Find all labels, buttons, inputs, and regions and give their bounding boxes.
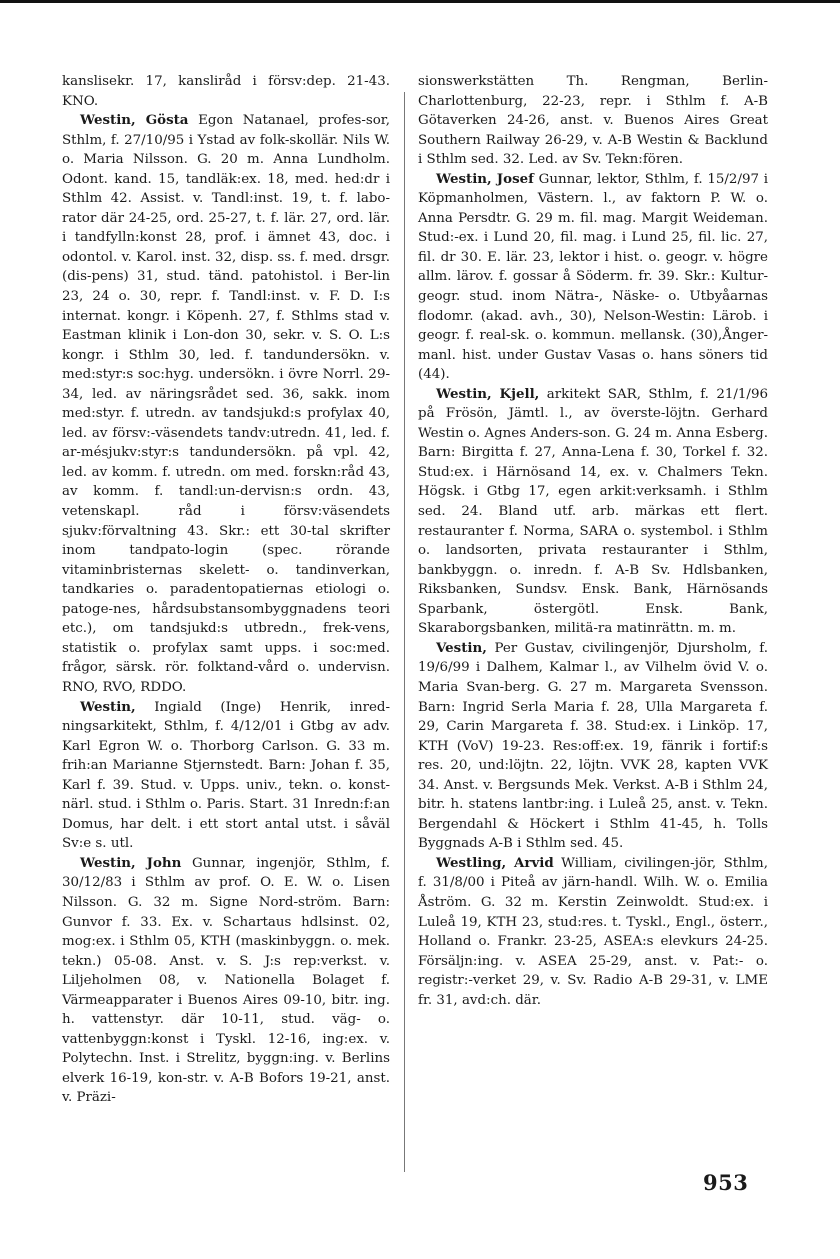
- top-edge-rule: [0, 0, 840, 3]
- entry-text: sionswerkstätten Th. Rengman, Berlin-Charlottenburg, 22-23, repr. i Sthlm f. A-B Götaverken 24-26, anst. v. Buenos Aires Great Southern Railway 26-29, v. A-B Westin & Backlund i Sthlm sed. 32. Led. av Sv. Tekn:fören.: [418, 74, 768, 168]
- entry-text: Egon Natanael, profes-sor, Sthlm, f. 27/10/95 i Ystad av folk-skollär. Nils W. o. Maria Nilsson. G. 20 m. Anna Lundholm. Odont. kand. 15, tandläk:ex. 18, med. hed:dr i Sthlm 42. Assist. v. Tandl:inst. 19, t. f. labo-rator där 24-25, ord. 25-27, t. f. lär. 27, ord. lär. i tandfylln:konst 28, prof. i ämnet 43, doc. i odontol. v. Karol. inst. 32, disp. ss. f. med. drsgr. (dis-pens) 31, stud. tänd. patohistol. i Ber-lin 23, 24 o. 30, repr. f. Tandl:inst. v. F. D. I:s internat. kongr. i Köpenh. 27, f. Sthlms stad v. Eastman klinik i Lon-don 30, sekr. v. S. O. L:s kongr. i Sthlm 30, led. f. tandundersökn. v. med:styr:s soc:hyg. undersökn. i övre Norrl. 29-34, led. av näringsrådet sed. 36, sakk. inom med:styr. f. utredn. av tandsjukd:s profylax 40, led. av försv:-väsendets tandv:utredn. 41, led. f. ar-mésjukv:styr:s tandundersökn. på vpl. 42, led. av komm. f. utredn. om med. forskn:råd 43, av komm. f. tandl:un-dervisn:s ordn. 43, vetenskapl. råd i försv:väsendets sjukv:förvaltning 43. Skr.: ett 30-tal skrifter inom tandpato-login (spec. rörande vitaminbristernas skelett- o. tandinverkan, tandkaries o. paradentopatiernas etiologi o. patoge-nes, hårdsubstansombyggnadens teori etc.), om tandsjukd:s utbredn., frek-vens, statistik o. profylax samt upps. i soc:med. frågor, särsk. rör. folktand-vård o. undervisn. RNO, RVO, RDDO.: [62, 113, 390, 695]
- entry-vestin-per: [418, 639, 768, 854]
- entry-westin-ingiald: [62, 698, 390, 854]
- entry-text: Ingiald (Inge) Henrik, inred-ningsarkitekt, Sthlm, f. 4/12/01 i Gtbg av adv. Karl Egron W. o. Thorborg Carlson. G. 33 m. frih:an Marianne Stjernstedt. Barn: Johan f. 35, Karl f. 39. Stud. v. Upps. univ., tekn. o. konst-närl. stud. i Sthlm o. Paris. Start. 31 Inredn:f:an Domus, har delt. i ett stort antal utst. i såväl Sv:e s. utl.: [62, 699, 390, 852]
- entry-name: Westin,: [80, 698, 136, 715]
- entry-text: William, civilingen-jör, Sthlm, f. 31/8/00 i Piteå av järn-handl. Wilh. W. o. Emilia Åström. G. 32 m. Kerstin Zeinwoldt. Stud:ex. i Luleå 19, KTH 23, stud:res. t. Tyskl., Engl., österr., Holland o. Frankr. 23-25, ASEA:s elevkurs 24-25. Försäljn:ing. v. ASEA 25-29, anst. v. Pat:- o. registr:-verket 29, v. Sv. Radio A-B 29-31, v. LME fr. 31, avd:ch. där.: [418, 855, 768, 1008]
- entry-continuation-left: [62, 72, 390, 111]
- entry-continuation-right: [418, 72, 768, 170]
- entry-text: Gunnar, ingenjör, Sthlm, f. 30/12/83 i Sthlm av prof. O. E. W. o. Lisen Nilsson. G. 32 m. Signe Nord-ström. Barn: Gunvor f. 33. Ex. v. Schartaus hdlsinst. 02, mog:ex. i Sthlm 05, KTH (maskinbyggn. o. mek. tekn.) 05-08. Anst. v. S. J:s rep:verkst. v. Liljeholmen 08, v. Nationella Bolaget f. Värmeapparater i Buenos Aires 09-10, bitr. ing. h. vattenstyr. där 10-11, stud. väg- o. vattenbyggn:konst i Tyskl. 12-16, ing:ex. v. Polytechn. Inst. i Strelitz, byggn:ing. v. Berlins elverk 16-19, kon-str. v. A-B Bofors 19-21, anst. v. Präzi-: [62, 855, 390, 1106]
- entry-name: Westin, Josef: [436, 170, 534, 187]
- entry-text: arkitekt SAR, Sthlm, f. 21/1/96 på Frösön, Jämtl. l., av överste-löjtn. Gerhard Westin o. Agnes Anders-son. G. 24 m. Anna Esberg. Barn: Birgitta f. 27, Anna-Lena f. 30, Torkel f. 32. Stud:ex. i Härnösand 14, ex. v. Chalmers Tekn. Högsk. i Gtbg 17, egen arkit:verksamh. i Sthlm sed. 24. Bland utf. arb. märkas ett flert. restauranter f. Norma, SARA o. systembol. i Sthlm o. landsorten, privata restauranter i Sthlm, bankbyggn. o. inredn. f. A-B Sv. Hdlsbanken, Riksbanken, Sundsv. Ensk. Bank, Härnösands Sparbank, östergötl. Ensk. Bank, Skaraborgsbanken, militä-ra matinrättn. m. m.: [418, 386, 768, 637]
- entry-name: Westin, Gösta: [80, 112, 189, 129]
- entry-westling-arvid: [418, 854, 768, 1010]
- entry-westin-kjell: [418, 385, 768, 639]
- entry-westin-john: [62, 854, 390, 1108]
- entry-westin-josef: [418, 170, 768, 385]
- entry-text: kanslisekr. 17, kansliråd i försv:dep. 21-43. KNO.: [62, 74, 390, 109]
- column-divider: [404, 92, 405, 1172]
- entry-text: Gunnar, lektor, Sthlm, f. 15/2/97 i Köpmanholmen, Västern. l., av faktorn P. W. o. Anna Persdtr. G. 29 m. fil. mag. Margit Weideman. Stud:-ex. i Lund 20, fil. mag. i Lund 25, fil. lic. 27, fil. dr 30. E. lär. 23, lektor i hist. o. geogr. v. högre allm. lärov. f. gossar å Söderm. fr. 39. Skr.: Kultur-geogr. stud. inom Nätra-, Näske- o. Utbyåarnas flodomr. (akad. avh., 30), Nelson-Westin: Lärob. i geogr. f. real-sk. o. kommun. mellansk. (30),Ånger-manl. hist. under Gustav Vasas o. hans söners tid (44).: [418, 171, 769, 383]
- entry-name: Westin, Kjell,: [436, 385, 540, 402]
- left-column: [62, 72, 390, 1108]
- page-number: 953: [703, 1170, 749, 1195]
- right-column: [418, 72, 768, 1010]
- entry-text: Per Gustav, civilingenjör, Djursholm, f. 19/6/99 i Dalhem, Kalmar l., av Vilhelm övid V. o. Maria Svan-berg. G. 27 m. Margareta Svensson. Barn: Ingrid Serla Maria f. 28, Ulla Margareta f. 29, Carin Margareta f. 38. Stud:ex. i Linköp. 17, KTH (VoV) 19-23. Res:off:ex. 19, fänrik i fortif:s res. 20, und:löjtn. 22, löjtn. VVK 28, kapten VVK 34. Anst. v. Bergsunds Mek. Verkst. A-B i Sthlm 24, bitr. h. statens lantbr:ing. i Luleå 25, anst. v. Tekn. Bergendahl & Höckert i Sthlm 41-45, h. Tolls Byggnads A-B i Sthlm sed. 45.: [418, 640, 768, 852]
- entry-westin-gosta: [62, 111, 390, 697]
- entry-name: Westling, Arvid: [436, 854, 554, 871]
- entry-name: Westin, John: [80, 854, 182, 871]
- entry-name: Vestin,: [436, 639, 487, 656]
